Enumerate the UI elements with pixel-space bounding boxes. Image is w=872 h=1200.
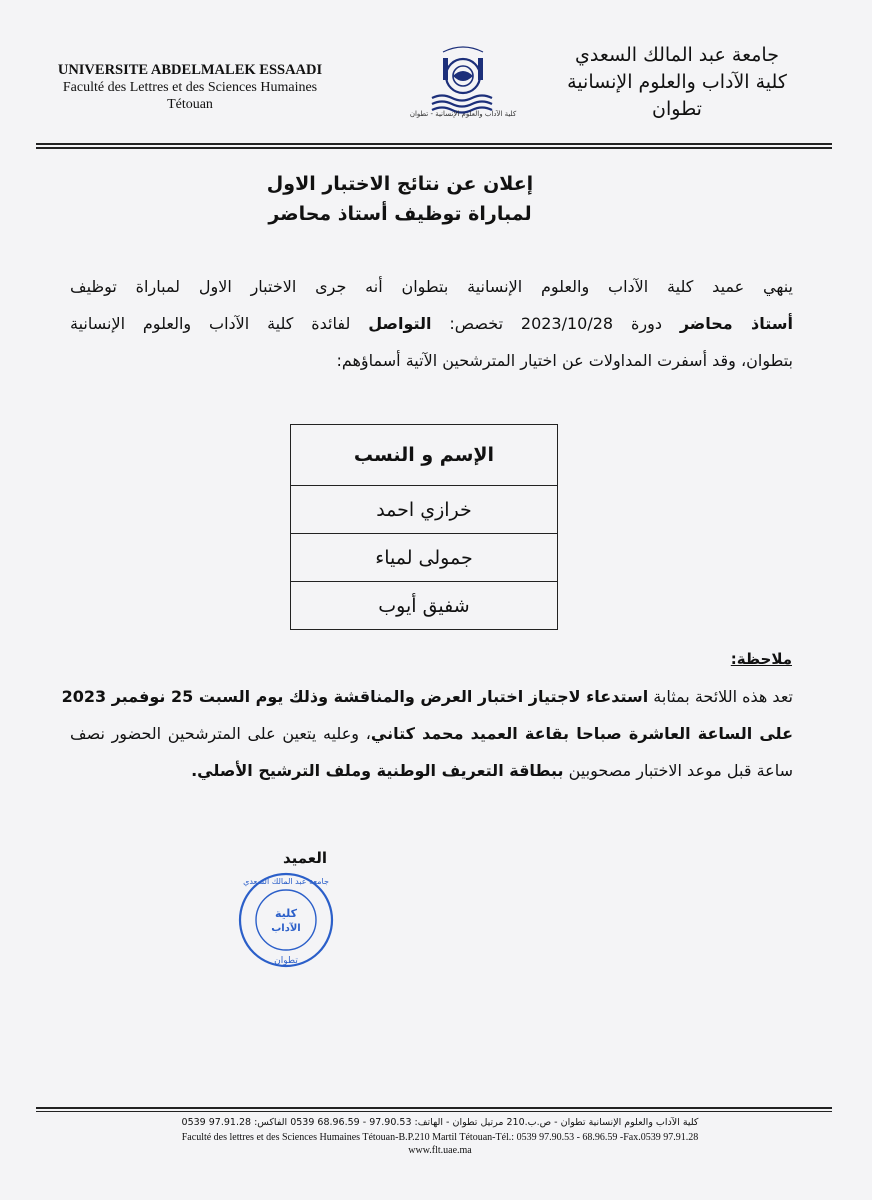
- intro-session: دورة 2023/10/28 تخصص:: [431, 314, 680, 333]
- candidates-table: [290, 424, 558, 630]
- intro-line-2: [70, 305, 793, 342]
- svg-text:الآداب: الآداب: [271, 923, 301, 934]
- note-text-3: ساعة قبل موعد الاختبار مصحوبين: [563, 761, 793, 780]
- candidate-name: شفيق أيوب: [291, 582, 558, 630]
- intro-line-3: بتطوان، وقد أسفرت المداولات عن اختيار المترشحين الآتية أسماؤهم:: [336, 351, 793, 370]
- note-line-3: [70, 752, 793, 789]
- note-paragraph: [61, 678, 794, 789]
- table-row: [291, 486, 558, 534]
- table-header-row: [291, 425, 558, 486]
- intro-paragraph: [70, 268, 793, 379]
- footer-rule-bottom: [36, 1111, 832, 1112]
- intro-post-title: أستاذ محاضر: [679, 314, 793, 333]
- note-line-2: [70, 715, 793, 752]
- header-ar-city: تطوان: [652, 98, 702, 120]
- candidate-name: خرازي احمد: [291, 486, 558, 534]
- faculty-stamp-icon: [236, 870, 336, 970]
- header-fr-city: Tétouan: [167, 97, 213, 112]
- header-ar-university: جامعة عبد المالك السعدي: [575, 44, 779, 66]
- footer-arabic-address: كلية الآداب والعلوم الإنسانية تطوان - ص.ب.210 مرتيل تطوان - الهاتف: 97.90.53 - 68.96.59 0539 الفاكس: 97.91.28 0539: [181, 1117, 699, 1128]
- note-bold-1: استدعاء لاجتياز اختبار العرض والمناقشة وذلك يوم السبت 25 نوفمبر 2023: [61, 687, 649, 706]
- svg-text:كلية: كلية: [274, 907, 298, 920]
- header-rule-bottom: [36, 147, 832, 149]
- intro-faculty: لفائدة كلية الآداب والعلوم الإنسانية: [70, 314, 369, 333]
- footer-french-address: Faculté des lettres et des Sciences Humaines Tétouan-B.P.210 Martil Tétouan-Tél.: 0539 97.90.53 - 68.96.59 -Fax.0539 97.91.28: [181, 1132, 699, 1143]
- header-rule-top: [36, 143, 832, 145]
- intro-specialty: التواصل: [368, 314, 432, 333]
- note-line-1: [61, 678, 793, 715]
- intro-line-1: ينهي عميد كلية الآداب والعلوم الإنسانية بتطوان أنه جرى الاختبار الاول لمباراة توظيف: [70, 277, 793, 296]
- table-header-name: الإسم و النسب: [291, 425, 558, 486]
- note-text-1: تعد هذه اللائحة بمثابة: [648, 687, 793, 706]
- note-text-2: ، وعليه يتعين على المترشحين الحضور نصف: [70, 724, 371, 743]
- note-bold-3: ببطاقة التعريف الوطنية وملف الترشيح الأصلي.: [191, 761, 564, 780]
- dean-title: العميد: [282, 849, 328, 867]
- note-bold-2: على الساعة العاشرة صباحا بقاعة العميد محمد كتاني: [370, 724, 794, 743]
- candidate-name: جمولى لمياء: [291, 534, 558, 582]
- header-arabic: [552, 42, 802, 123]
- header-french: [30, 62, 350, 113]
- note-heading: ملاحظة:: [730, 650, 792, 668]
- logo-caption: كلية الآداب والعلوم الإنسانية - تطوان: [409, 110, 517, 118]
- header-ar-faculty: كلية الآداب والعلوم الإنسانية: [567, 71, 787, 93]
- header-fr-university: UNIVERSITE ABDELMALEK ESSAADI: [57, 62, 323, 78]
- announcement-title: إعلان عن نتائج الاختبار الاول: [266, 173, 534, 195]
- svg-text:تطوان: تطوان: [274, 956, 298, 966]
- announcement-subtitle: لمباراة توظيف أستاذ محاضر: [268, 203, 532, 225]
- footer-rule-top: [36, 1107, 832, 1109]
- header-fr-faculty: Faculté des Lettres et des Sciences Humaines: [62, 80, 318, 95]
- footer-website: www.flt.uae.ma: [408, 1145, 472, 1156]
- table-row: [291, 582, 558, 630]
- svg-text:جامعة عبد المالك السعدي: جامعة عبد المالك السعدي: [243, 877, 329, 886]
- table-row: [291, 534, 558, 582]
